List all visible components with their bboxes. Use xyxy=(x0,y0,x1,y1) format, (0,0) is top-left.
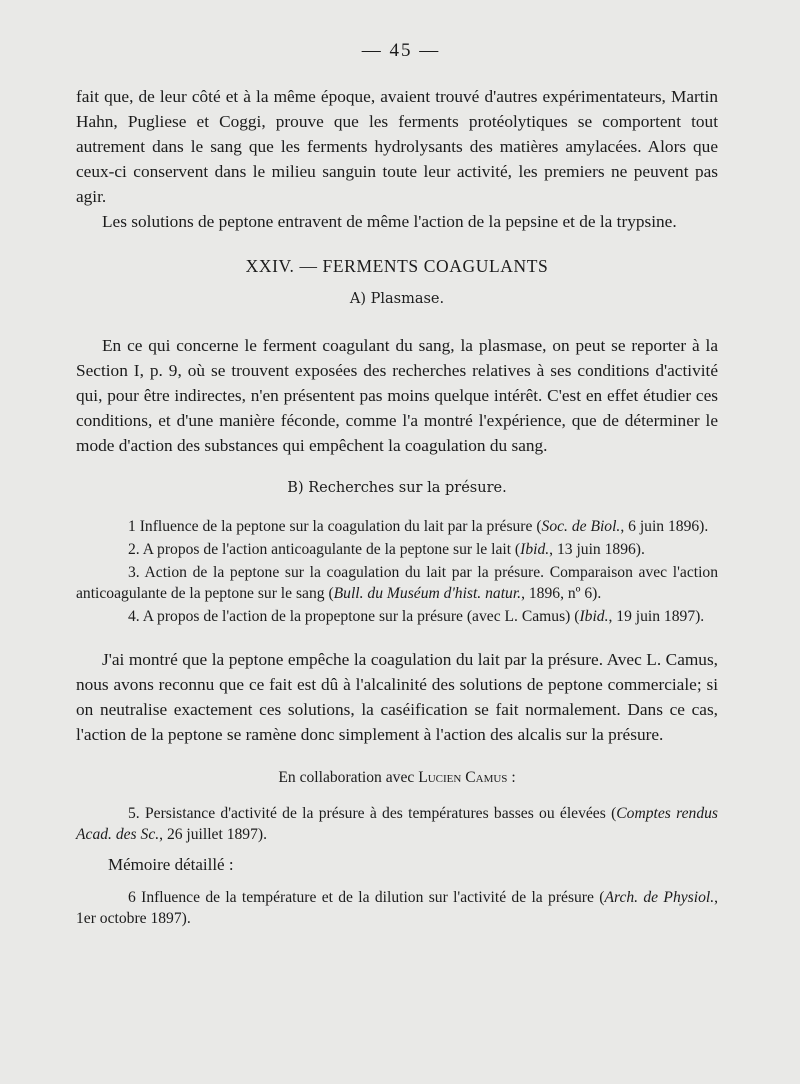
reference-item-6: 6 Influence de la température et de la dilution sur l'activité de la présure (Arch. de Physiol., 1er octobre 1897). xyxy=(76,889,718,927)
collaborator-name: Lucien Camus xyxy=(418,769,508,786)
page-number: — 45 — xyxy=(361,40,441,61)
subsection-plasmase: A) Plasmase. xyxy=(349,291,445,307)
reference-item: 2. A propos de l'action anticoagulante de la peptone sur le lait (Ibid., 13 juin 1896). xyxy=(128,541,645,558)
reference-item-5: 5. Persistance d'activité de la présure à des températures basses ou élevées (Comptes rendus Acad. des Sc., 26 juillet 1897). xyxy=(76,805,718,843)
collaboration-heading: En collaboration avec Lucien Camus : xyxy=(278,769,516,786)
intro-paragraph: fait que, de leur côté et à la même époque, avaient trouvé d'autres expérimentateurs, Martin Hahn, Pugliese et Coggi, prouve que les ferments protéolytiques se comportent tout autrement dans le sang que les ferments hydrolysants des matières amylacées. Alors que ceux-ci conservent dans le milieu sanguin toute leur activité, les premiers ne peuvent pas agir. xyxy=(76,87,718,206)
reference-list xyxy=(76,516,718,627)
presure-paragraph: J'ai montré que la peptone empêche la coagulation du lait par la présure. Avec L. Camus, nous avons reconnu que ce fait est dû à l'alcalinité des solutions de peptone commerciale; si on neutralise exactement ces solutions, la caséification se fait normalement. Dans ce cas, l'action de la peptone se ramène donc simplement à l'action des alcalis sur la présure. xyxy=(76,650,718,744)
reference-item: 1 Influence de la peptone sur la coagulation du lait par la présure (Soc. de Biol., 6 juin 1896). xyxy=(128,518,709,535)
memoire-heading: Mémoire détaillé : xyxy=(108,855,234,874)
plasmase-paragraph: En ce qui concerne le ferment coagulant du sang, la plasmase, on peut se reporter à la Section I, p. 9, où se trouvent exposées des recherches relatives à ses conditions d'activité qui, pour être indirectes, n'en présentent pas moins quelque intérêt. C'est en effet étudier ces conditions, et d'une manière féconde, comme l'a montré l'expérience, que de déterminer le mode d'action des substances qui empêchent la coagulation du sang. xyxy=(76,336,718,455)
reference-item: 3. Action de la peptone sur la coagulation du lait par la présure. Comparaison avec l'action anticoagulante de la peptone sur le sang (Bull. du Muséum d'hist. natur., 1896, nº 6). xyxy=(76,564,718,602)
peptone-paragraph: Les solutions de peptone entravent de même l'action de la pepsine et de la trypsine. xyxy=(102,212,677,231)
reference-item: 4. A propos de l'action de la propeptone sur la présure (avec L. Camus) (Ibid., 19 juin 1897). xyxy=(128,608,705,625)
section-title: XXIV. — FERMENTS COAGULANTS xyxy=(245,256,549,276)
subsection-presure: B) Recherches sur la présure. xyxy=(287,480,507,496)
